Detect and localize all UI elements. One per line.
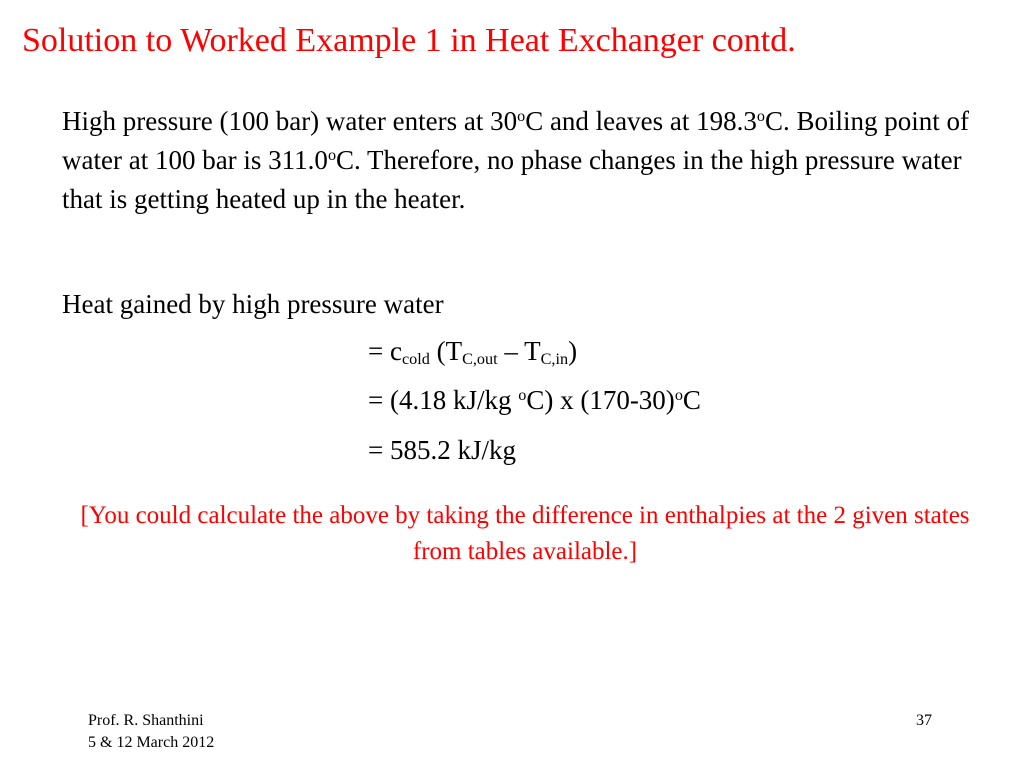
enthalpy-note: [You could calculate the above by taking the difference in enthalpies at the 2 given states from tables available.] — [80, 502, 970, 565]
equation-line-1 — [368, 336, 577, 367]
subscript-cold: cold — [401, 350, 430, 369]
subscript-c-in: C,in — [540, 350, 569, 369]
footer-author: Prof. R. Shanthini — [88, 712, 204, 729]
heat-gained-label: Heat gained by high pressure water — [62, 289, 444, 319]
page-number: 37 — [916, 712, 932, 729]
footer-info — [88, 710, 214, 754]
degree-superscript: o — [327, 146, 337, 165]
degree-superscript: o — [518, 386, 527, 405]
footer-date: 5 & 12 March 2012 — [88, 734, 215, 751]
eq1-text-4: ) — [568, 336, 578, 366]
intro-paragraph — [62, 102, 1002, 219]
degree-superscript: o — [756, 107, 765, 126]
eq1-text-1: = c — [368, 336, 402, 366]
eq2-text-2: C) x (170-30) — [526, 385, 675, 415]
equation-line-3: = 585.2 kJ/kg — [368, 435, 516, 465]
eq1-text-2: (T — [429, 336, 463, 366]
eq1-text-3: – T — [497, 336, 541, 366]
equation-line-2 — [368, 385, 701, 416]
slide-title: Solution to Worked Example 1 in Heat Exchanger contd. — [22, 22, 796, 59]
intro-text-2: C and leaves at 198.3 — [525, 106, 757, 136]
degree-superscript: o — [674, 386, 683, 405]
intro-text-3: C. Boiling point of water at 100 bar is 311.0 — [62, 106, 970, 175]
intro-text-4: C. Therefore, no phase changes in the high pressure water that is getting heated up in the heater. — [62, 145, 962, 214]
eq2-text-3: C — [682, 385, 701, 415]
degree-superscript: o — [517, 107, 526, 126]
intro-text-1: High pressure (100 bar) water enters at 30 — [62, 106, 518, 136]
eq2-text-1: = (4.18 kJ/kg — [368, 385, 519, 415]
subscript-c-out: C,out — [462, 350, 498, 369]
